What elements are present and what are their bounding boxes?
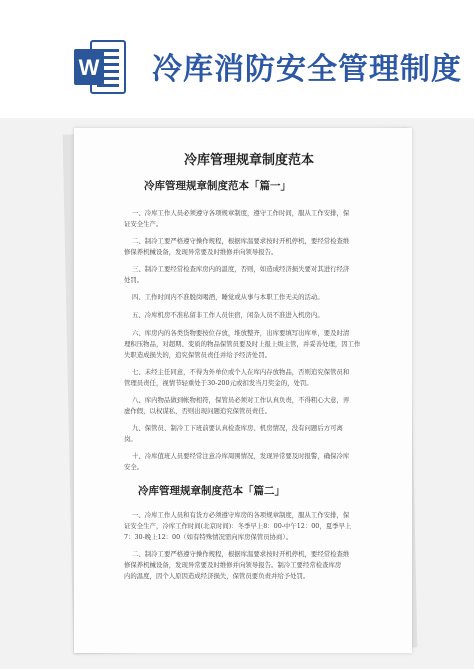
paragraph-line: 五、冷库机房不准私留非工作人员住宿，闲杂人员不准进入机房内。 [132,311,324,319]
paragraph-line: 失职造成损失的，追究保管员责任并给予经济处罚。 [124,351,271,359]
header-banner [0,0,474,118]
document-page [74,128,412,653]
section-heading-2: 冷库管理规章制度范本「篇二」 [138,485,285,497]
paragraph-line: 一、冷库工作人员和有货方必须遵守库房的各项规章制度，服从工作安排，保 [132,511,350,519]
paragraph-line: 二、制冷工要严格遵守操作规程，根据库温要求按时开机停机，要经常检查维 [132,237,350,245]
paragraph-line: 九、保管员、制冷工下班前要认真检查库房、机房情况，没有问题后方可离 [132,424,343,432]
paragraph-line: 安全。 [124,463,144,471]
paragraph-line: 7：30-晚上12：00（如有特殊情况需向库房保管员协商）。 [124,533,293,541]
paragraph-line: 二、制冷工要严格遵守操作规程，根据库温要求按时开机停机，要经常检查维 [132,550,350,558]
paragraph-line: 八、库内物品做到帐物相符，保管员必须对工作认真负责，不得粗心大意，弄 [132,396,350,404]
document-title-banner: 冷库消防安全管理制度 [152,52,462,87]
paragraph-line: 三、制冷工要经常检查库房内的温度，否则，如造成经济损失要对其进行经济 [132,265,350,273]
svg-text:W: W [78,55,100,80]
paragraph-line: 岗。 [124,435,137,443]
paragraph-line: 十、冷库值班人员要经常注意冷库周围情况，发现异常要及时报警，确保冷库 [132,452,350,460]
paragraph-line: 证安全生产，冷库工作时间(北京时间)：冬季早上8：00-中午12：00，夏季早上 [124,522,352,530]
word-document-icon [73,37,127,97]
paragraph-line: 修保养机械设备，发现异常要及时维修并向领导报告。制冷工要经常检查库房 [124,561,342,569]
paragraph-line: 修保养机械设备，发现异常要及时维修并向领导报告。 [124,248,278,256]
paragraph-line: 证安全生产。 [124,220,163,228]
paragraph-line: 七、未经主任同意，不得为外单位或个人在库内存放物品，否则追究保管员和 [132,368,350,376]
paragraph-line: 理积压物品，对超期、变质的物品保管员要及时上报上级主管，并妥善处理，因工作 [124,340,361,348]
paragraph-line: 处罚。 [124,276,144,284]
paragraph-line: 虚作假，以权谋私，否则出现问题追究保管员责任。 [124,407,271,415]
paragraph-line: 四、工作时间内不准脱岗喝酒，睡觉或从事与本职工作无关的活动。 [132,293,324,301]
paragraph-line: 管理员责任，视情节轻重处于30-200元或扣发当月奖金的，处罚。 [124,379,313,387]
page-title: 冷库管理规章制度范本 [184,153,315,168]
paragraph-line: 一、冷库工作人员必须遵守各项规章制度，遵守工作时间，服从工作安排，保 [132,209,350,217]
paragraph-line: 六、库房内的各类货物要按位存放，堆放整齐，出库要填写出库单，要及时清 [132,329,350,337]
section-heading-1: 冷库管理规章制度范本「篇一」 [144,180,291,192]
paragraph-line: 内的温度，因个人原因造成经济损失，保管员要负责并给予处罚。 [124,572,310,580]
